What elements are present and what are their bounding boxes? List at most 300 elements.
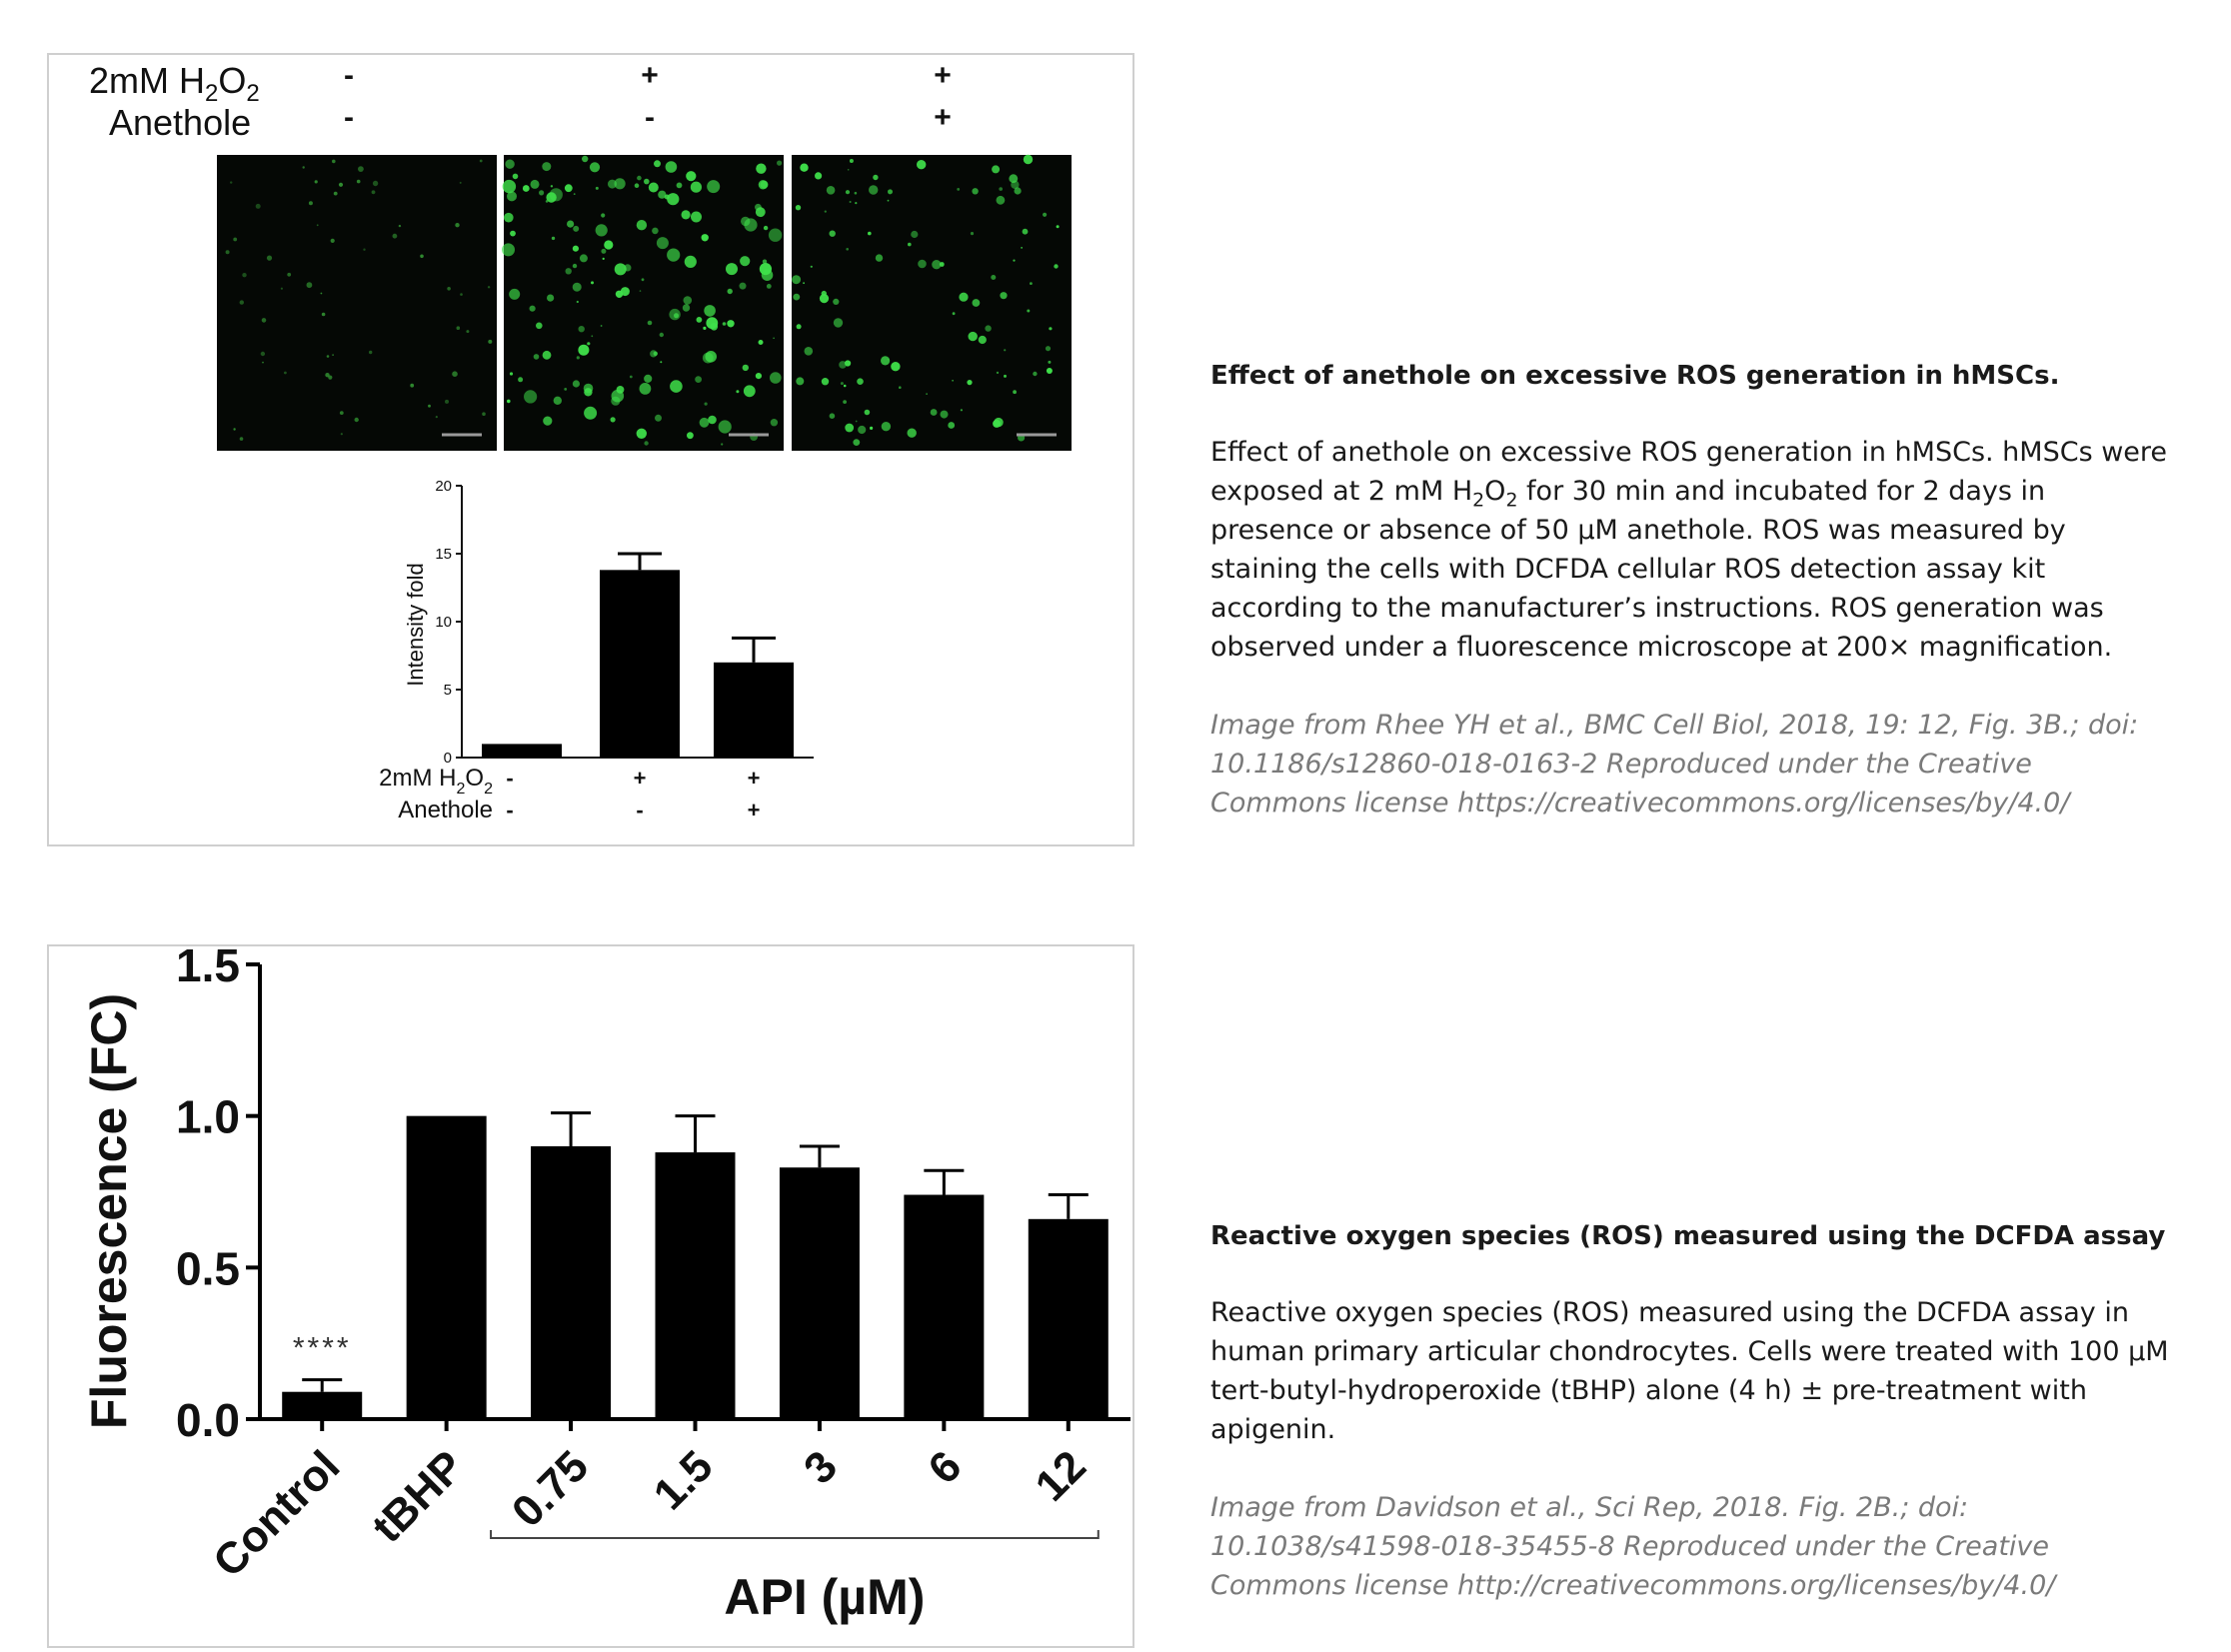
cell-dot [1000, 292, 1007, 299]
x-row-sign: - [506, 766, 514, 791]
cell-dot [612, 390, 625, 403]
cell-dot [803, 282, 805, 284]
cell-dot [332, 354, 334, 356]
cell-dot [267, 256, 272, 261]
cell-dot [926, 393, 928, 395]
cell-dot [868, 232, 872, 236]
caption-2-credit: Image from Davidson et al., Sci Rep, 2018. Fig. 2B.; doi: 10.1038/s41598-018-35455-8 Reproduced under the Creative Commons license http://creativecommons.org/licenses/by/4.0/ [1210, 1492, 2056, 1601]
micrograph-3 [792, 155, 1072, 451]
cell-dot [756, 207, 766, 217]
cell-dot [708, 416, 717, 425]
cell-dot [543, 351, 552, 360]
cell-dot [908, 429, 917, 438]
cell-dot [1048, 361, 1051, 364]
cell-dot [655, 415, 662, 422]
cell-dot [770, 372, 782, 384]
cell-dot [624, 264, 631, 271]
caption-1-body-text-b: O [1484, 476, 1506, 507]
cell-dot [573, 264, 577, 268]
y-tick-label: 1.5 [176, 946, 240, 991]
cell-dot [322, 313, 326, 317]
x-row-sign: + [747, 798, 761, 823]
cell-dot [997, 372, 999, 374]
cell-dot [967, 380, 972, 385]
x-tick-label: 1.5 [644, 1441, 723, 1520]
micrograph-row [217, 155, 1072, 451]
cell-dot [707, 180, 720, 193]
cell-dot [740, 283, 747, 290]
bar [656, 1152, 736, 1419]
x-row-label: 2mM $H_2O_2$ [379, 765, 493, 798]
cell-dot [284, 372, 287, 375]
cell-dot [577, 301, 579, 303]
micrograph-2 [502, 155, 784, 451]
cell-dot [1027, 310, 1030, 313]
cell-dot [637, 220, 647, 230]
x-row-label: Anethole [398, 797, 493, 824]
cell-dot [640, 383, 652, 395]
cell-dot [554, 397, 562, 405]
x-row-sign: - [636, 798, 644, 823]
cell-dot [834, 318, 843, 327]
cell-dot [773, 338, 775, 340]
cell-dot [1011, 181, 1019, 189]
cell-dot [355, 418, 359, 422]
cell-dot [876, 254, 883, 261]
cell-dot [797, 324, 802, 329]
cell-dot [509, 289, 520, 300]
cell-dot [339, 183, 343, 187]
cell-dot [687, 432, 694, 439]
cell-dot [652, 228, 659, 235]
cell-dot [309, 201, 313, 205]
cell-dot [805, 347, 814, 356]
x-row-sign: - [506, 798, 514, 823]
cell-dot [420, 255, 424, 259]
cell-dot [547, 295, 554, 302]
cell-dot [573, 246, 579, 252]
cell-dot [505, 160, 514, 169]
bar [600, 570, 680, 758]
y-tick-label: 0.5 [176, 1242, 240, 1295]
cell-dot [727, 320, 734, 327]
cell-dot [513, 174, 519, 180]
y-tick-label: 5 [443, 682, 452, 699]
cell-dot [979, 336, 987, 344]
cell-dot [518, 377, 523, 382]
cell-dot [994, 418, 1003, 427]
cell-dot [596, 224, 608, 236]
y-tick-label: 15 [435, 546, 452, 563]
cell-dot [1046, 346, 1051, 351]
cell-dot [891, 362, 900, 371]
caption-1-title: Effect of anethole on excessive ROS generation in hMSCs. [1210, 361, 2060, 391]
cell-dot [240, 300, 244, 304]
figure-1-svg [49, 55, 1136, 848]
x-tick-label: Control [204, 1441, 350, 1587]
cell-dot [1033, 372, 1037, 376]
cell-dot [959, 293, 968, 302]
cell-dot [577, 356, 580, 359]
cell-dot [769, 229, 782, 242]
micrograph-background [504, 155, 784, 451]
cell-dot [460, 293, 463, 296]
bar [780, 1167, 860, 1419]
cell-dot [534, 354, 540, 360]
cell-dot [590, 162, 600, 172]
cell-dot [551, 185, 553, 187]
cell-dot [756, 164, 766, 174]
cell-dot [941, 411, 949, 419]
cell-dot [743, 365, 749, 371]
cell-dot [648, 321, 653, 326]
cell-dot [510, 372, 513, 375]
cell-dot [372, 190, 376, 194]
cell-dot [888, 200, 890, 202]
cell-dot [587, 342, 590, 345]
cell-dot [683, 304, 690, 311]
cell-dot [608, 180, 617, 189]
cell-dot [287, 273, 291, 277]
y-axis-title: Intensity fold [403, 563, 428, 687]
header-anethole-label: Anethole [109, 102, 252, 143]
cell-dot [642, 278, 645, 281]
cell-dot [721, 443, 723, 445]
cell-dot [948, 422, 955, 429]
cell-dot [428, 405, 431, 408]
cell-dot [536, 323, 543, 330]
cell-dot [565, 184, 573, 192]
bar [904, 1195, 984, 1419]
cell-dot [848, 169, 850, 171]
cell-dot [543, 417, 552, 426]
y-tick-label: 10 [435, 614, 452, 631]
cell-dot [281, 288, 283, 290]
cell-dot [452, 371, 458, 377]
cell-dot [667, 193, 679, 205]
cell-dot [841, 382, 844, 385]
cell-dot [604, 240, 613, 249]
cell-dot [684, 296, 693, 305]
cell-dot [573, 283, 582, 292]
cell-dot [796, 377, 804, 385]
cell-dot [677, 183, 683, 189]
cell-dot [503, 180, 516, 193]
cell-dot [827, 186, 836, 195]
x-tick-label: 6 [919, 1441, 972, 1494]
cell-dot [445, 400, 449, 404]
cell-dot [447, 287, 451, 291]
cell-dot [704, 305, 716, 317]
cell-dot [584, 388, 592, 396]
cell-dot [736, 390, 739, 393]
cell-dot [825, 211, 827, 213]
cell-dot [728, 289, 733, 294]
cell-dot [315, 180, 318, 183]
significance-annotation: **** [292, 1331, 352, 1365]
cell-dot [762, 269, 774, 281]
cell-dot [833, 299, 839, 305]
cell-dot [792, 275, 801, 284]
cell-dot [811, 266, 813, 268]
cell-dot [242, 273, 246, 277]
x-row-sign: + [747, 766, 761, 791]
cell-dot [399, 225, 401, 227]
cell-dot [644, 375, 652, 383]
cell-dot [763, 260, 767, 264]
cell-dot [952, 380, 954, 382]
cell-dot [932, 260, 941, 269]
x-tick-label: 12 [1026, 1441, 1096, 1511]
cell-dot [999, 187, 1003, 191]
caption-2-body: Reactive oxygen species (ROS) measured using the DCFDA assay in human primary articular chondrocytes. Cells were treated with 100 µM tert-butyl-hydroperoxide (tBHP) alone (4 h) ± pre-treatment with apigenin. [1210, 1297, 2169, 1445]
cell-dot [660, 361, 662, 363]
cell-dot [567, 221, 574, 228]
cell-dot [488, 286, 490, 288]
cell-dot [341, 433, 343, 435]
cell-dot [917, 160, 926, 169]
figure-2-panel [47, 944, 1134, 1648]
cell-dot [726, 263, 738, 275]
cell-dot [233, 238, 237, 242]
cell-dot [542, 162, 551, 171]
group-label: API (µM) [724, 1569, 926, 1625]
x-row-sign: + [633, 766, 647, 791]
cell-dot [767, 284, 772, 289]
cell-dot [256, 204, 261, 209]
cell-dot [369, 351, 372, 354]
cell-dot [908, 243, 912, 247]
cell-dot [564, 388, 567, 391]
cell-dot [574, 193, 576, 195]
cell-dot [971, 232, 974, 235]
cell-dot [777, 161, 782, 166]
cell-dot [507, 400, 511, 404]
bar [531, 1146, 611, 1419]
cell-dot [436, 416, 438, 418]
cell-dot [601, 325, 603, 327]
cell-dot [703, 327, 706, 330]
cell-dot [1023, 229, 1029, 235]
header-sign: - [344, 59, 354, 92]
x-tick-label: 3 [795, 1441, 847, 1494]
y-tick-label: 20 [435, 478, 452, 495]
cell-dot [630, 376, 633, 379]
cell-dot [667, 249, 680, 262]
cell-dot [740, 256, 750, 266]
caption-1-body-text-a: Effect of anethole on excessive ROS generation in hMSCs. hMSCs were exposed at 2 mM H [1210, 437, 2168, 507]
cell-dot [845, 424, 854, 433]
cell-dot [882, 422, 891, 431]
cell-dot [340, 411, 344, 415]
cell-dot [691, 182, 702, 193]
cell-dot [888, 189, 893, 194]
cell-dot [510, 231, 516, 237]
micrograph-1 [217, 155, 497, 451]
cell-dot [1024, 155, 1033, 164]
cell-dot [961, 409, 963, 411]
cell-dot [957, 188, 960, 191]
cell-dot [358, 166, 364, 172]
cell-dot [654, 352, 658, 356]
cell-dot [1013, 390, 1017, 394]
cell-dot [711, 323, 719, 331]
bar [1029, 1219, 1109, 1419]
cell-dot [918, 260, 927, 269]
figure-2-svg [49, 946, 1136, 1650]
cell-dot [660, 333, 664, 337]
cell-dot [764, 226, 768, 230]
cell-dot [723, 322, 727, 326]
cell-dot [830, 413, 836, 419]
cell-dot [700, 418, 710, 428]
cell-dot [226, 250, 230, 254]
cell-dot [985, 325, 991, 331]
cell-dot [856, 421, 858, 423]
cell-dot [601, 213, 605, 217]
cell-dot [649, 183, 659, 193]
cell-dot [584, 407, 597, 420]
cell-dot [307, 282, 313, 288]
cell-dot [325, 373, 329, 377]
cell-dot [1030, 282, 1033, 285]
cell-dot [822, 291, 827, 296]
cell-dot [705, 403, 708, 406]
cell-dot [601, 249, 606, 254]
cell-dot [741, 217, 750, 226]
x-tick-label: 0.75 [502, 1441, 599, 1537]
cell-dot [685, 256, 697, 268]
cell-dot [997, 196, 1006, 205]
cell-dot [410, 384, 414, 388]
header-sign: + [641, 59, 659, 92]
cell-dot [674, 313, 679, 318]
cell-dot [857, 378, 864, 385]
micrograph-background [217, 155, 497, 451]
cell-dot [466, 330, 469, 333]
cell-dot [530, 306, 536, 312]
cell-dot [1021, 247, 1023, 249]
cell-dot [455, 223, 459, 227]
cell-dot [1004, 349, 1006, 351]
header-sign: - [645, 101, 655, 134]
cell-dot [531, 180, 540, 189]
cell-dot [460, 182, 462, 184]
cell-dot [363, 249, 365, 251]
cell-dot [702, 234, 709, 241]
cell-dot [331, 239, 335, 243]
cell-dot [321, 293, 323, 295]
figure-1-panel [47, 53, 1134, 846]
cell-dot [327, 355, 330, 358]
cell-dot [870, 427, 873, 430]
cell-dot [233, 428, 235, 430]
cell-dot [603, 258, 605, 260]
cell-dot [969, 332, 978, 341]
cell-dot [635, 183, 640, 188]
y-tick-label: 0.0 [176, 1394, 240, 1446]
cell-dot [262, 362, 264, 364]
cell-dot [504, 213, 514, 223]
cell-dot [853, 439, 860, 446]
cell-dot [637, 176, 642, 181]
cell-dot [240, 437, 244, 441]
cell-dot [657, 237, 669, 249]
cell-dot [719, 420, 732, 433]
cell-dot [858, 426, 866, 434]
caption-1-credit: Image from Rhee YH et al., BMC Cell Biol, 2018, 19: 12, Fig. 3B.; doi: 10.1186/s12860-018-0163-2 Reproduced under the Creative Commons license https://creativecommons.org/licenses/by/4.0/ [1210, 710, 2139, 819]
cell-dot [931, 409, 938, 416]
cell-dot [261, 352, 265, 356]
bar [407, 1116, 487, 1419]
cell-dot [644, 441, 648, 445]
caption-1-subscript-a: 2 [1472, 489, 1485, 512]
cell-dot [1013, 260, 1015, 262]
cell-dot [552, 237, 555, 240]
cell-dot [332, 160, 336, 164]
cell-dot [830, 231, 836, 237]
cell-dot [596, 187, 599, 190]
cell-dot [686, 171, 696, 181]
bar [282, 1392, 362, 1419]
cell-dot [230, 181, 232, 183]
cell-dot [855, 192, 858, 195]
cell-dot [582, 156, 588, 162]
cell-dot [1054, 264, 1058, 268]
cell-dot [850, 159, 854, 163]
cell-dot [992, 165, 1000, 173]
cell-dot [640, 290, 642, 292]
cell-dot [703, 353, 714, 364]
cell-dot [855, 202, 857, 204]
cell-dot [539, 190, 544, 195]
cell-dot [697, 317, 703, 323]
cell-dot [482, 412, 486, 416]
cell-dot [846, 190, 850, 194]
y-tick-label: 0 [443, 750, 452, 767]
bar [714, 663, 794, 758]
cell-dot [839, 361, 847, 369]
cell-dot [393, 234, 398, 239]
cell-dot [881, 356, 890, 365]
y-tick-label: 1.0 [176, 1090, 240, 1143]
cell-dot [1049, 327, 1052, 330]
cell-dot [579, 326, 585, 332]
group-bracket [491, 1530, 1099, 1538]
cell-dot [580, 254, 588, 262]
cell-dot [670, 380, 683, 393]
cell-dot [759, 180, 768, 189]
caption-1-body-text-c: for 30 min and incubated for 2 days in presence or absence of 50 µM anethole. ROS was measured by staining the cells with DCFDA cellular ROS detection assay kit according to the manufacturer’s instructions. ROS generation was observed under a fluorescence microscope at 200× magnification. [1210, 476, 2113, 663]
cell-dot [654, 160, 661, 167]
x-tick-label: tBHP [363, 1441, 474, 1553]
cell-dot [262, 318, 267, 323]
intensity-bar-chart [379, 478, 814, 824]
cell-dot [822, 378, 829, 385]
fluorescence-bar-chart [81, 946, 1130, 1625]
cell-dot [695, 376, 702, 383]
cell-dot [991, 275, 996, 280]
cell-dot [911, 231, 918, 238]
y-axis-title: Fluorescence (FC) [81, 992, 137, 1430]
header-h2o2-label: 2mM $H_2O_2$ [89, 60, 260, 107]
cell-dot [480, 160, 483, 163]
header-signs [344, 59, 952, 134]
cell-dot [973, 299, 981, 307]
cell-dot [566, 268, 572, 274]
cell-dot [744, 385, 756, 397]
header-sign: + [934, 59, 952, 92]
